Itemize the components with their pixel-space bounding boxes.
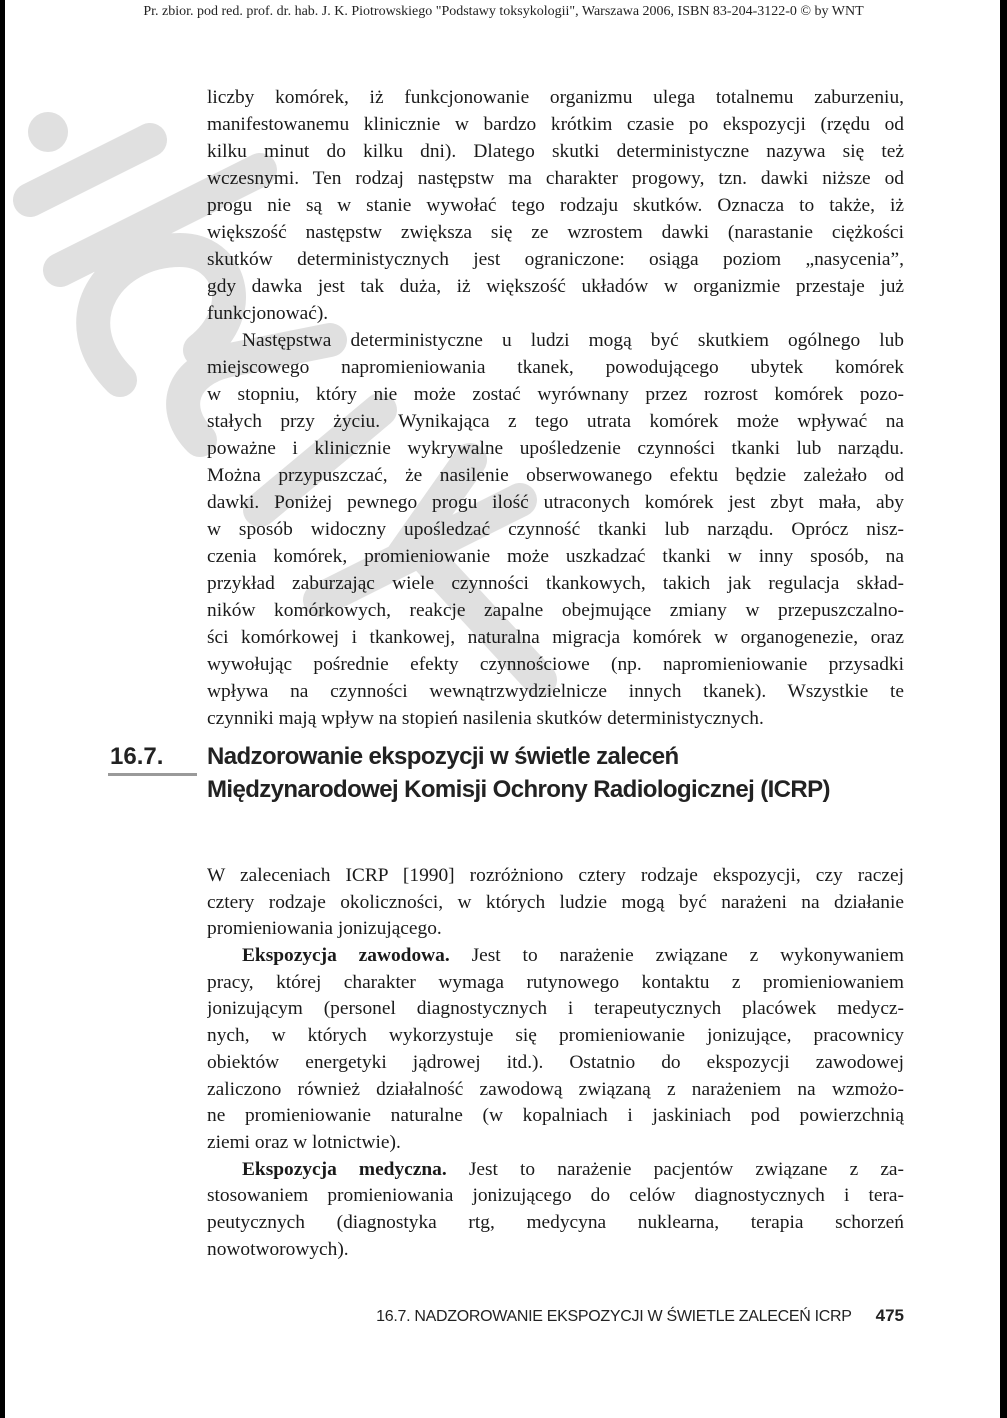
left-frame-border (0, 0, 5, 1418)
running-header: Pr. zbior. pod red. prof. dr. hab. J. K. Piotrowskiego "Podstawy toksykologii", Warszawa 2006, ISBN 83-204-3122-0 © by WNT (143, 4, 864, 19)
body-text-upper (207, 84, 904, 732)
page-number: 475 (875, 1306, 904, 1325)
text-line: większość następstw zwiększa się ze wzrostem dawki (narastanie ciężkości (207, 222, 904, 243)
paragraph (207, 327, 904, 732)
text-line: nych, w których wykorzystuje się promieniowanie jonizujące, pracownicy (207, 1025, 904, 1047)
paragraph-lead: Ekspozycja zawodowa. (242, 945, 450, 967)
section-title-line-1: Nadzorowanie ekspozycji w świetle zaleceń (207, 743, 679, 770)
paragraph (207, 84, 904, 327)
paragraph (207, 1157, 904, 1264)
text-line: ników komórkowych, reakcje zapalne obejmujące zmiany w przepuszczalno- (207, 600, 904, 621)
paragraph-lead: Ekspozycja medyczna. (242, 1158, 447, 1180)
section-number: 16.7. (110, 743, 164, 770)
text-line: obiektów energetyki jądrowej itd.). Ostatnio do ekspozycji zawodowej (207, 1051, 904, 1073)
paragraph (207, 863, 904, 943)
page-footer (300, 1305, 904, 1328)
text-line: w stopniu, który nie może zostać wyrównany przez rozrost komórek pozo- (207, 384, 904, 405)
text-line: czynniki mają wpływ na stopień nasilenia skutków deterministycznych. (207, 708, 764, 729)
text-line: wczesnymi. Ten rodzaj następstw ma charakter progowy, tzn. dawki niższe od (207, 168, 904, 189)
text-line: ne promieniowanie naturalne (w kopalniach i jaskiniach pod powierzchnią (207, 1105, 904, 1127)
text-line: Następstwa deterministyczne u ludzi mogą być skutkiem ogólnego lub (242, 330, 904, 351)
watermark-i-dot (28, 112, 68, 152)
text-line: w sposób widoczny upośledzać czynność tkanki lub narządu. Oprócz nisz- (207, 519, 904, 540)
text-line: jonizującym (personel diagnostycznych i terapeutycznych placówek medycz- (207, 998, 904, 1020)
text-line: miejscowego napromieniowania tkanek, powodującego ubytek komórek (207, 357, 904, 378)
text-line: liczby komórek, iż funkcjonowanie organizmu ulega totalnemu zaburzeniu, (207, 87, 904, 108)
text-line-rest: Jest to narażenie pacjentów związane z za- (446, 1158, 904, 1180)
paragraph (207, 943, 904, 1157)
text-line: manifestowanemu klinicznie w bardzo krótkim czasie po ekspozycji (rzędu od (207, 114, 904, 135)
text-line: funkcjonować). (207, 303, 329, 324)
text-line: wywołując pośrednie efekty czynnościowe (np. napromieniowanie przysadki (207, 654, 904, 675)
text-line (207, 1157, 904, 1184)
text-line: nowotworowych). (207, 1238, 349, 1260)
section-title (207, 740, 904, 806)
text-line: gdy dawka jest tak duża, iż większość układów w organizmie przestaje już (207, 276, 904, 297)
text-line: dawki. Poniżej pewnego progu ilość utraconych komórek jest zbyt mała, aby (207, 492, 904, 513)
body-text-lower (207, 863, 904, 1263)
text-line: skutków deterministycznych jest ograniczone: osiąga poziom „nasycenia”, (207, 249, 904, 270)
text-line: peutycznych (diagnostyka rtg, medycyna nuklearna, terapia schorzeń (207, 1211, 904, 1233)
text-line: zaliczono również działalność zawodową związaną z narażeniem na wzmożo- (207, 1078, 904, 1100)
text-line: wpływa na czynności wewnątrzwydzielnicze innych tkanek). Wszystkie te (207, 681, 904, 702)
text-line: kilku minut do kilku dni). Dlatego skutki deterministyczne nazywa się też (207, 141, 904, 162)
text-line: promieniowania jonizującego. (207, 918, 442, 940)
text-line: stałych przy życiu. Wynikająca z tego utrata komórek może wpływać na (207, 411, 904, 432)
text-line: ści komórkowej i tkankowej, naturalna migracja komórek w organogenezie, oraz (207, 627, 904, 648)
section-number-underline (108, 773, 197, 776)
text-line: W zaleceniach ICRP [1990] rozróżniono cztery rodzaje ekspozycji, czy raczej (207, 865, 904, 886)
text-line: czenia komórek, promieniowanie może uszkadzać tkanki w inny sposób, na (207, 546, 904, 567)
text-line: Można przypuszczać, że nasilenie obserwowanego efektu będzie zależało od (207, 465, 904, 486)
text-line: progu nie są w stanie wywołać tego rodzaju skutków. Oznacza to także, iż (207, 195, 904, 216)
right-frame-border (1000, 0, 1007, 1418)
text-line: stosowaniem promieniowania jonizującego do celów diagnostycznych i tera- (207, 1185, 904, 1207)
section-title-line-2: Międzynarodowej Komisji Ochrony Radiologicznej (ICRP) (207, 776, 830, 803)
footer-running-title: 16.7. NADZOROWANIE EKSPOZYCJI W ŚWIETLE ZALECEŃ ICRP (376, 1308, 852, 1325)
text-line (207, 943, 904, 970)
watermark-i-stem (30, 140, 150, 200)
text-line-rest: Jest to narażenie związane z wykonywaniem (449, 945, 904, 967)
text-line: pracy, której charakter wymaga rutynowego kontaktu z promieniowaniem (207, 971, 904, 993)
text-line: przykład zaburzając wiele czynności tkankowych, takich jak regulacja skład- (207, 573, 904, 594)
text-line: poważne i klinicznie wykrywalne upośledzenie czynności tkanki lub narządu. (207, 438, 904, 459)
text-line: cztery rodzaje okoliczności, w których ludzie mogą być narażeni na działanie (207, 891, 904, 913)
text-line: ziemi oraz w lotnictwie). (207, 1131, 401, 1153)
